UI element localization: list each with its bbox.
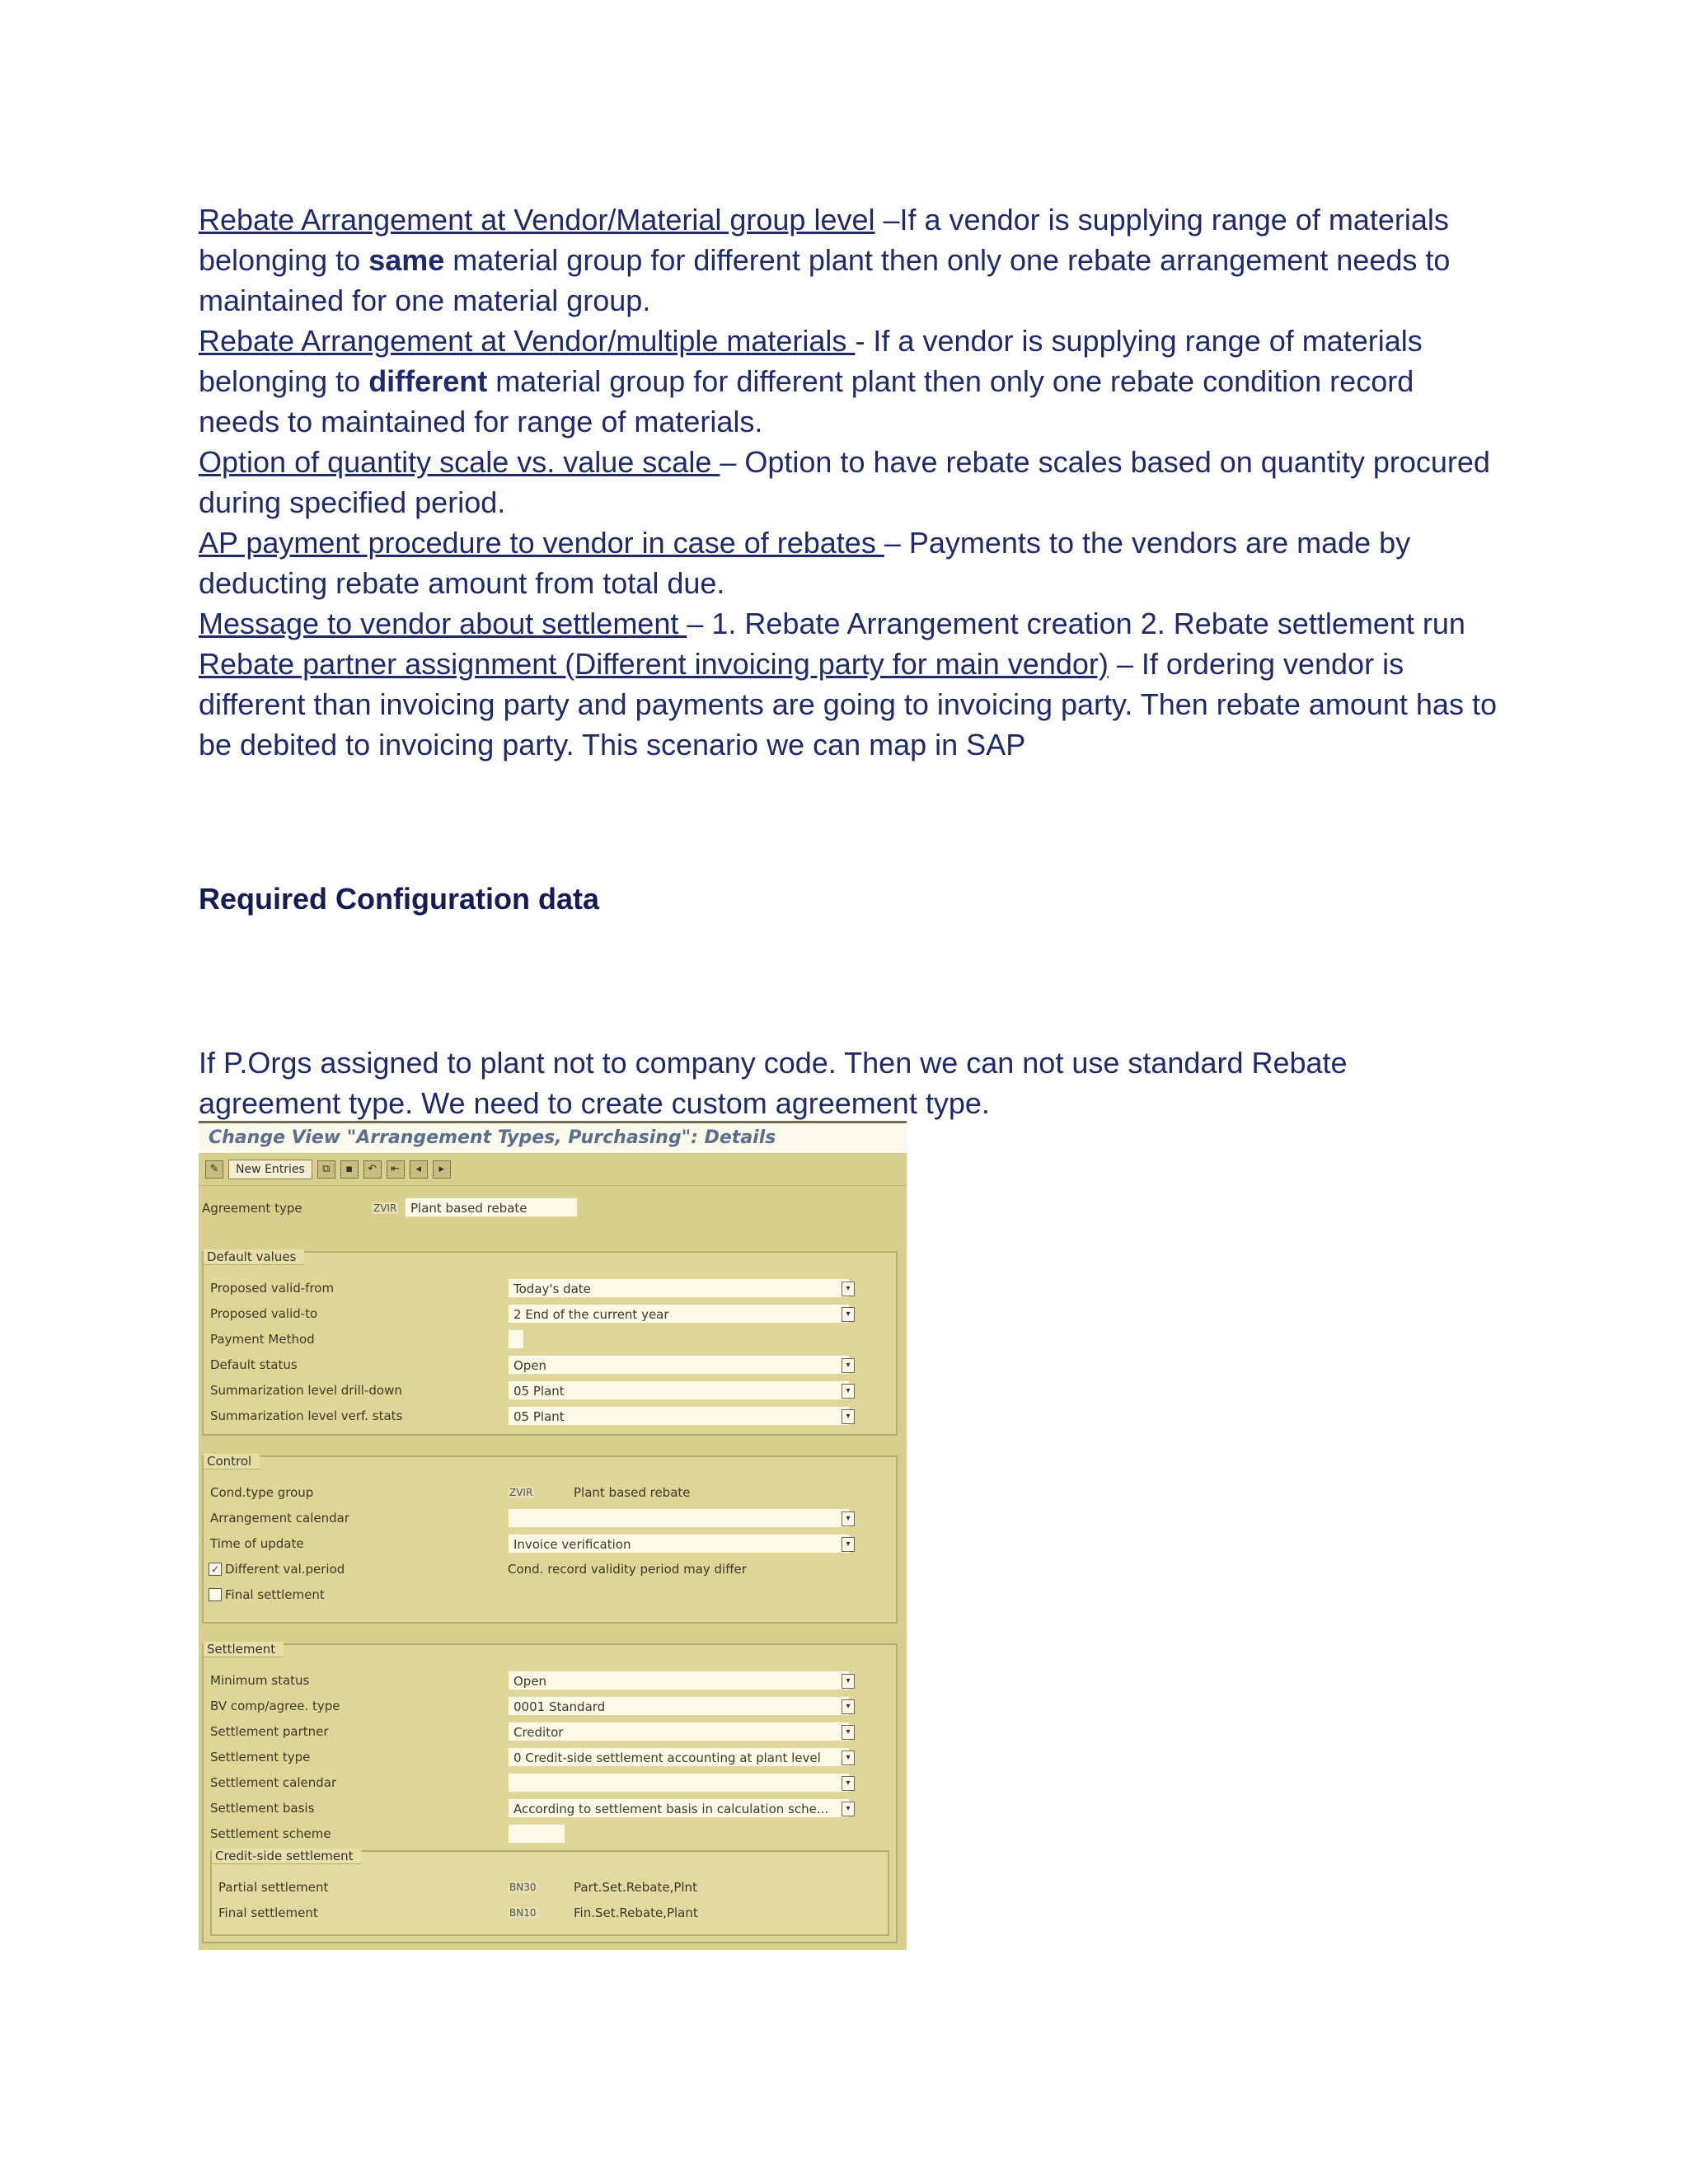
proposed-valid-to-label: Proposed valid-to xyxy=(210,1306,318,1321)
different-val-text: Cond. record validity period may differ xyxy=(508,1562,747,1577)
different-val-checkbox[interactable]: ✓ xyxy=(209,1563,222,1576)
undo-icon[interactable]: ↶ xyxy=(363,1160,382,1179)
arrangement-calendar-field[interactable] xyxy=(508,1508,850,1528)
sap-screenshot xyxy=(199,1121,907,1950)
default-values-title: Default values xyxy=(204,1249,304,1265)
settlement-calendar-field[interactable] xyxy=(508,1773,850,1793)
dropdown-icon[interactable]: ▾ xyxy=(842,1409,855,1424)
save-icon[interactable]: ▪ xyxy=(340,1160,359,1179)
link-ap-payment[interactable]: AP payment procedure to vendor in case of rebates xyxy=(199,526,884,560)
paragraph-vendor-multiple-materials xyxy=(199,321,1501,442)
agreement-type-code: ZVIR xyxy=(373,1202,397,1214)
link-vendor-multiple-materials[interactable]: Rebate Arrangement at Vendor/multiple materials xyxy=(199,324,856,358)
next-page-icon[interactable]: ▸ xyxy=(433,1160,451,1179)
dropdown-icon[interactable]: ▾ xyxy=(842,1725,855,1740)
settlement-type-label: Settlement type xyxy=(210,1750,311,1765)
display-change-icon[interactable]: ✎ xyxy=(205,1160,223,1179)
dropdown-icon[interactable]: ▾ xyxy=(842,1674,855,1689)
previous-page-icon[interactable]: ◂ xyxy=(410,1160,428,1179)
dropdown-icon[interactable]: ▾ xyxy=(842,1358,855,1373)
rebate-options-list xyxy=(199,199,1501,765)
bv-comp-agree-type-label: BV comp/agree. type xyxy=(210,1699,340,1713)
bv-comp-agree-type-field[interactable]: 0001 Standard xyxy=(508,1696,850,1716)
summarization-drill-down-label: Summarization level drill-down xyxy=(210,1383,402,1398)
dropdown-icon[interactable]: ▾ xyxy=(842,1750,855,1765)
partial-settlement-text: Part.Set.Rebate,Plnt xyxy=(574,1880,697,1895)
paragraph-bold: different xyxy=(368,364,488,398)
paragraph-text: – 1. Rebate Arrangement creation 2. Rebate settlement run xyxy=(687,607,1465,640)
paragraph-text: material group for different plant then only one rebate condition record needs to maintained for range of materials. xyxy=(199,364,1414,438)
paragraph-bold: same xyxy=(368,243,445,277)
dropdown-icon[interactable]: ▾ xyxy=(842,1802,855,1816)
settlement-scheme-field[interactable] xyxy=(508,1824,565,1844)
sap-window-title: Change View "Arrangement Types, Purchasing": Details xyxy=(199,1123,907,1154)
payment-method-field[interactable] xyxy=(508,1329,524,1349)
settlement-scheme-label: Settlement scheme xyxy=(210,1826,331,1841)
link-quantity-scale[interactable]: Option of quantity scale vs. value scale xyxy=(199,445,720,479)
intro-text: If P.Orgs assigned to plant not to company code. Then we can not use standard Rebate agreement type. We need to create custom agreement type. xyxy=(199,1046,1348,1120)
settlement-title: Settlement xyxy=(204,1642,284,1657)
summarization-drill-down-field[interactable]: 05 Plant xyxy=(508,1380,850,1400)
settlement-basis-field[interactable]: According to settlement basis in calculation sche... xyxy=(508,1798,850,1818)
link-vendor-material-group[interactable]: Rebate Arrangement at Vendor/Material group level xyxy=(199,203,875,237)
first-page-icon[interactable]: ⇤ xyxy=(387,1160,405,1179)
different-val-label: Different val.period xyxy=(225,1562,345,1577)
copy-icon[interactable]: ⧉ xyxy=(317,1160,335,1179)
agreement-type-label: Agreement type xyxy=(202,1201,302,1216)
minimum-status-field[interactable]: Open xyxy=(508,1671,850,1690)
summarization-verf-stats-field[interactable]: 05 Plant xyxy=(508,1406,850,1426)
section-heading: Required Configuration data xyxy=(199,882,599,916)
paragraph-text: material group for different plant then only one rebate arrangement needs to maintained for one material group. xyxy=(199,243,1451,317)
credit-side-title: Credit-side settlement xyxy=(212,1849,361,1864)
proposed-valid-from-label: Proposed valid-from xyxy=(210,1281,335,1296)
paragraph-vendor-material-group xyxy=(199,199,1501,321)
sap-toolbar xyxy=(199,1154,907,1186)
paragraph-ap-payment xyxy=(199,523,1501,603)
paragraph-text: –If a vendor is supplying range of materials belonging to xyxy=(199,203,1449,277)
control-title: Control xyxy=(204,1454,260,1469)
paragraph-text: – If ordering vendor is different than invoicing party and payments are going to invoicing party. Then rebate amount has to be debited to invoicing party. This scenario we can map in SAP xyxy=(199,647,1497,762)
paragraph-message-vendor xyxy=(199,603,1501,644)
minimum-status-label: Minimum status xyxy=(210,1673,310,1688)
dropdown-icon[interactable]: ▾ xyxy=(842,1511,855,1526)
proposed-valid-to-field[interactable]: 2 End of the current year xyxy=(508,1304,850,1324)
link-message-vendor[interactable]: Message to vendor about settlement xyxy=(199,607,687,640)
partial-settlement-label: Partial settlement xyxy=(218,1880,329,1895)
paragraph-text: – Option to have rebate scales based on quantity procured during specified period. xyxy=(199,445,1490,519)
partial-settlement-code: BN30 xyxy=(509,1882,537,1893)
cond-type-group-code: ZVIR xyxy=(509,1487,533,1498)
dropdown-icon[interactable]: ▾ xyxy=(842,1384,855,1399)
paragraph-text: - If a vendor is supplying range of materials belonging to xyxy=(199,324,1423,398)
settlement-partner-field[interactable]: Creditor xyxy=(508,1722,850,1741)
final-settlement-cs-code: BN10 xyxy=(509,1907,537,1919)
final-settlement-cs-label: Final settlement xyxy=(218,1905,318,1920)
summarization-verf-stats-label: Summarization level verf. stats xyxy=(210,1408,403,1423)
agreement-type-field[interactable]: Plant based rebate xyxy=(405,1197,578,1217)
new-entries-button[interactable]: New Entries xyxy=(228,1160,312,1179)
paragraph-text: – Payments to the vendors are made by deducting rebate amount from total due. xyxy=(199,526,1411,600)
arrangement-calendar-label: Arrangement calendar xyxy=(210,1511,349,1526)
final-settlement-label: Final settlement xyxy=(225,1587,325,1602)
default-status-label: Default status xyxy=(210,1357,298,1372)
settlement-calendar-label: Settlement calendar xyxy=(210,1775,337,1790)
dropdown-icon[interactable]: ▾ xyxy=(842,1699,855,1714)
dropdown-icon[interactable]: ▾ xyxy=(842,1776,855,1791)
cond-type-group-label: Cond.type group xyxy=(210,1485,314,1500)
link-partner-assignment[interactable]: Rebate partner assignment (Different invoicing party for main vendor) xyxy=(199,647,1109,681)
cond-type-group-text: Plant based rebate xyxy=(574,1485,691,1500)
time-of-update-field[interactable]: Invoice verification xyxy=(508,1534,850,1554)
time-of-update-label: Time of update xyxy=(210,1536,304,1551)
settlement-basis-label: Settlement basis xyxy=(210,1801,315,1816)
dropdown-icon[interactable]: ▾ xyxy=(842,1282,855,1296)
dropdown-icon[interactable]: ▾ xyxy=(842,1307,855,1322)
paragraph-partner-assignment xyxy=(199,644,1501,765)
dropdown-icon[interactable]: ▾ xyxy=(842,1537,855,1552)
final-settlement-checkbox[interactable] xyxy=(209,1588,222,1601)
proposed-valid-from-field[interactable]: Today's date xyxy=(508,1278,850,1298)
default-status-field[interactable]: Open xyxy=(508,1355,850,1375)
payment-method-label: Payment Method xyxy=(210,1332,315,1347)
settlement-partner-label: Settlement partner xyxy=(210,1724,329,1739)
final-settlement-cs-text: Fin.Set.Rebate,Plant xyxy=(574,1905,698,1920)
settlement-type-field[interactable]: 0 Credit-side settlement accounting at plant level xyxy=(508,1747,850,1767)
paragraph-quantity-scale xyxy=(199,442,1501,523)
